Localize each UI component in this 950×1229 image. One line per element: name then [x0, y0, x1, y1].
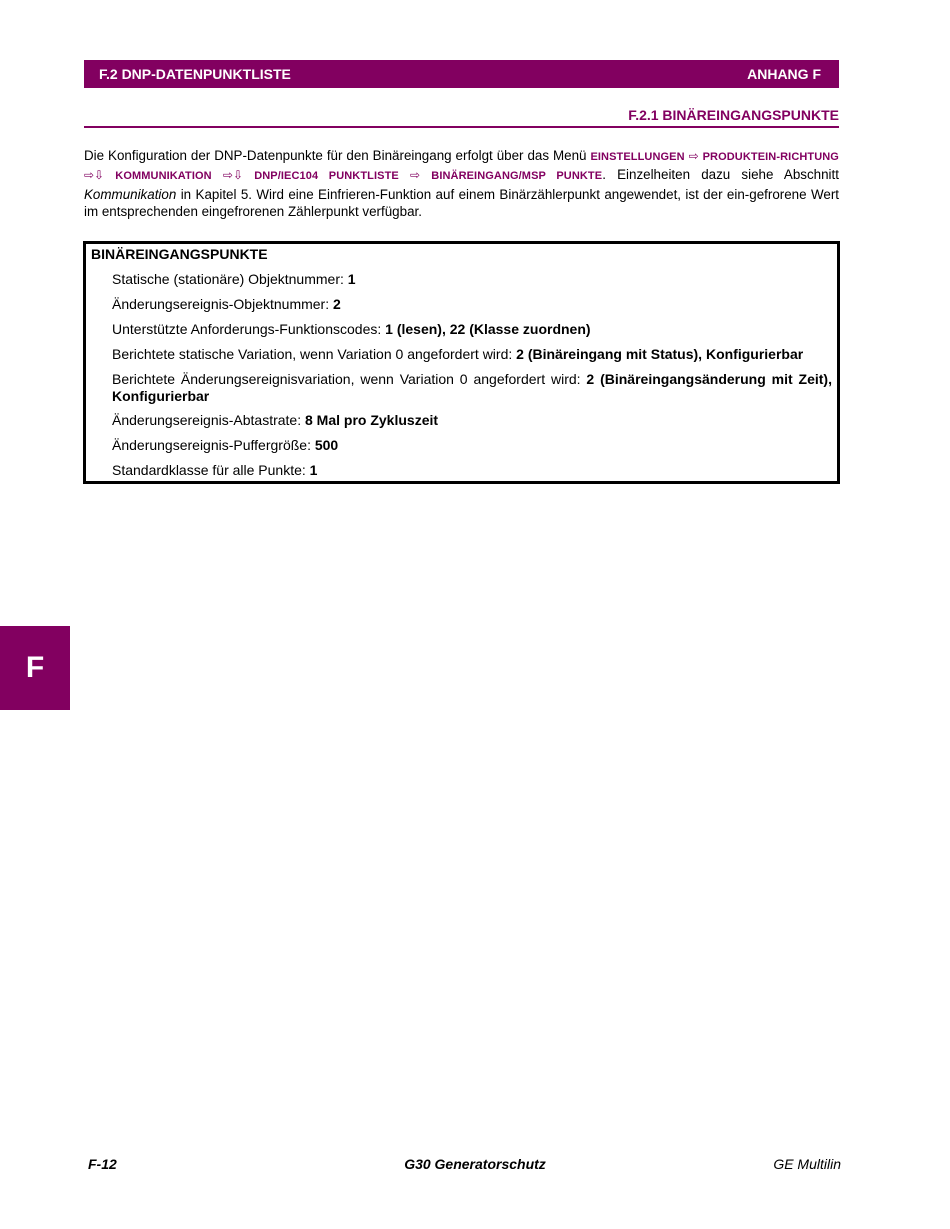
box-item-scan-rate	[112, 412, 832, 429]
box-title: BINÄREINGANGSPUNKTE	[91, 246, 268, 262]
arrow-right-down-icon: ⇨⇩	[222, 168, 244, 183]
item-value: 8 Mal pro Zykluszeit	[305, 412, 439, 428]
box-item-default-class	[112, 462, 832, 479]
intro-text-end: in Kapitel 5. Wird eine Einfrieren-Funktion auf einem Binärzählerpunkt angewendet, ist der ein-gefrorene Wert im entsprechenden eingefrorenen Zählerpunkt verfügbar.	[84, 186, 839, 219]
arrow-right-down-icon: ⇨⇩	[84, 168, 105, 183]
intro-paragraph	[84, 147, 839, 220]
arrow-right-icon: ⇨	[410, 168, 421, 183]
item-label: Änderungsereignis-Puffergröße:	[112, 437, 311, 453]
menu-path-communication: KOMMUNIKATION	[115, 170, 212, 183]
box-item-buffer-size	[112, 437, 832, 454]
binary-input-points-box	[83, 241, 840, 484]
intro-italic-reference: Kommunikation	[84, 186, 177, 202]
item-label: Berichtete statische Variation, wenn Variation 0 angefordert wird:	[112, 346, 513, 362]
item-value: 500	[314, 437, 339, 453]
menu-path-binary-inputs: BINÄREINGANG/MSP PUNKTE	[431, 170, 603, 183]
item-label: Änderungsereignis-Objektnummer:	[112, 296, 330, 312]
header-section-label: F.2 DNP-DATENPUNKTLISTE	[99, 66, 291, 82]
item-label: Unterstützte Anforderungs-Funktionscodes:	[112, 321, 382, 337]
footer-page-number: F-12	[88, 1156, 117, 1172]
chapter-header-bar	[84, 60, 839, 88]
item-value: 2 (Binäreingang mit Status), Konfigurierbar	[516, 346, 804, 362]
item-value: 2 (Binäreingangsänderung mit Zeit), Konfigurierbar	[112, 371, 832, 404]
item-value: 1 (lesen), 22 (Klasse zuordnen)	[385, 321, 591, 337]
section-divider	[84, 126, 839, 128]
intro-text-start: Die Konfiguration der DNP-Datenpunkte für den Binäreingang erfolgt über das Menü	[84, 148, 587, 163]
footer-company: GE Multilin	[773, 1156, 841, 1172]
menu-path-dnp-point-list: DNP/IEC104 PUNKTLISTE	[254, 170, 399, 183]
item-label: Berichtete Änderungsereignisvariation, wenn Variation 0 angefordert wird:	[112, 371, 581, 387]
item-value: 2	[333, 296, 341, 312]
section-title: F.2.1 BINÄREINGANGSPUNKTE	[628, 107, 839, 123]
box-item-function-codes	[112, 321, 832, 338]
box-item-change-variation	[112, 371, 832, 405]
item-value: 1	[347, 271, 356, 287]
menu-path-settings: EINSTELLUNGEN	[590, 151, 685, 163]
item-label: Standardklasse für alle Punkte:	[112, 462, 306, 478]
intro-text-mid: . Einzelheiten dazu siehe Abschnitt	[602, 167, 839, 183]
item-label: Änderungsereignis-Abtastrate:	[112, 412, 302, 428]
arrow-right-icon: ⇨	[688, 149, 699, 163]
box-item-change-event-object	[112, 296, 832, 313]
footer-document-title: G30 Generatorschutz	[404, 1156, 546, 1172]
appendix-side-tab: F	[0, 626, 70, 710]
menu-path-product-setup: PRODUKTEIN-RICHTUNG	[702, 151, 839, 163]
item-label: Statische (stationäre) Objektnummer:	[112, 271, 344, 287]
box-item-static-variation	[112, 346, 832, 363]
header-appendix-label: ANHANG F	[747, 66, 821, 82]
item-value: 1	[309, 462, 318, 478]
box-item-static-object	[112, 271, 832, 288]
